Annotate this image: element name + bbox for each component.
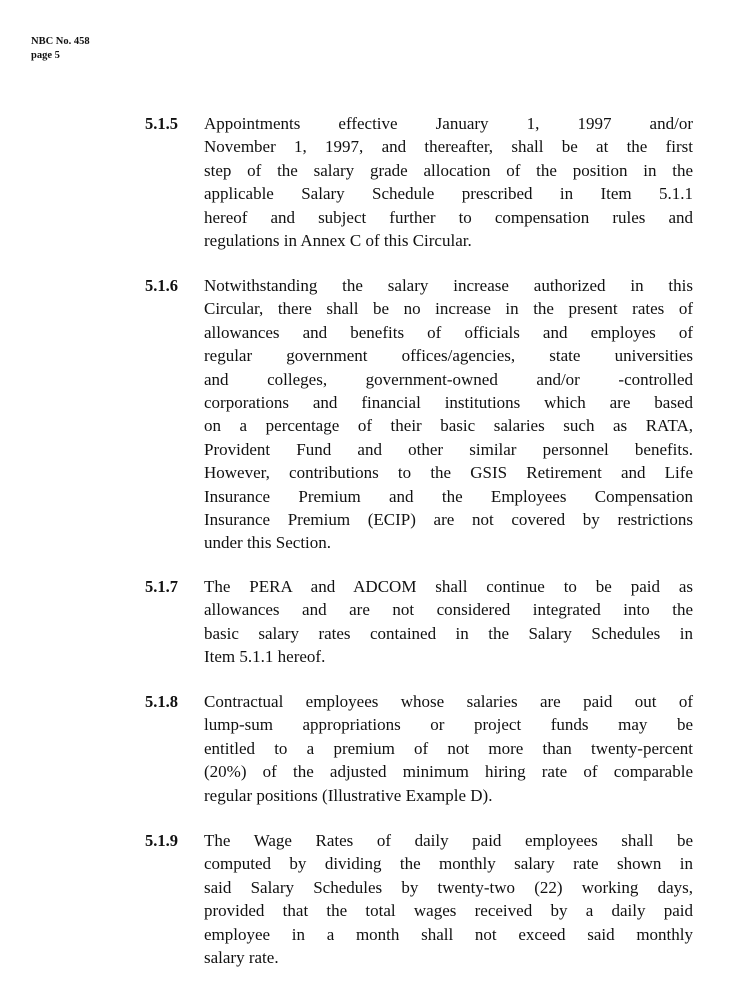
section-5-1-7 [145,575,693,669]
text-line: (20%) of the adjusted minimum hiring rate of comparable [204,762,693,782]
text-line: Item 5.1.1 hereof. [204,647,326,667]
text-line: hereof and subject further to compensation rules and [204,207,693,227]
text-line: regular government offices/agencies, state universities [204,346,693,366]
section-5-1-5 [145,112,693,252]
text-line: Notwithstanding the salary increase authorized in this [204,276,693,295]
text-line: entitled to a premium of not more than twenty-percent [204,738,693,758]
section-5-1-8 [145,690,693,807]
text-line: regular positions (Illustrative Example D). [204,785,493,805]
section-number: 5.1.7 [145,577,178,596]
text-line: corporations and financial institutions which are based [204,393,693,413]
section-number: 5.1.5 [145,114,178,133]
section-text [204,690,693,807]
text-line: allowances and are not considered integrated into the [204,600,693,620]
text-line: and colleges, government-owned and/or -controlled [204,369,693,389]
text-line: Provident Fund and other similar personnel benefits. [204,439,693,459]
section-5-1-9 [145,829,693,969]
text-line: employee in a month shall not exceed said monthly [204,924,693,944]
text-line: The Wage Rates of daily paid employees shall be [204,831,693,850]
text-line: regulations in Annex C of this Circular. [204,231,472,251]
document-number: NBC No. 458 [31,36,90,47]
section-5-1-6 [145,274,693,555]
text-line: Insurance Premium and the Employees Compensation [204,486,693,506]
text-line: The PERA and ADCOM shall continue to be paid as [204,577,693,596]
text-line: computed by dividing the monthly salary rate shown in [204,854,693,874]
text-line: Appointments effective January 1, 1997 and/or [204,114,693,133]
text-line: lump-sum appropriations or project funds may be [204,715,693,735]
section-number: 5.1.9 [145,831,178,850]
text-line: However, contributions to the GSIS Retirement and Life [204,463,693,483]
page-header [31,35,90,63]
text-line: step of the salary grade allocation of the position in the [204,160,693,180]
page-number: page 5 [31,50,60,61]
text-line: said Salary Schedules by twenty-two (22) working days, [204,877,693,897]
text-line: provided that the total wages received by a daily paid [204,901,693,921]
text-line: allowances and benefits of officials and employes of [204,322,693,342]
text-line: Contractual employees whose salaries are paid out of [204,692,693,711]
section-text [204,829,693,969]
text-line: November 1, 1997, and thereafter, shall be at the first [204,137,693,157]
section-text [204,112,693,252]
section-number: 5.1.6 [145,276,178,295]
text-line: Circular, there shall be no increase in the present rates of [204,299,693,319]
section-text [204,274,693,555]
text-line: salary rate. [204,948,279,968]
section-number: 5.1.8 [145,692,178,711]
text-line: under this Section. [204,533,332,553]
text-line: on a percentage of their basic salaries such as RATA, [204,416,693,436]
text-line: applicable Salary Schedule prescribed in Item 5.1.1 [204,184,693,204]
text-line: basic salary rates contained in the Salary Schedules in [204,623,693,643]
text-line: Insurance Premium (ECIP) are not covered by restrictions [204,510,693,530]
section-text [204,575,693,669]
